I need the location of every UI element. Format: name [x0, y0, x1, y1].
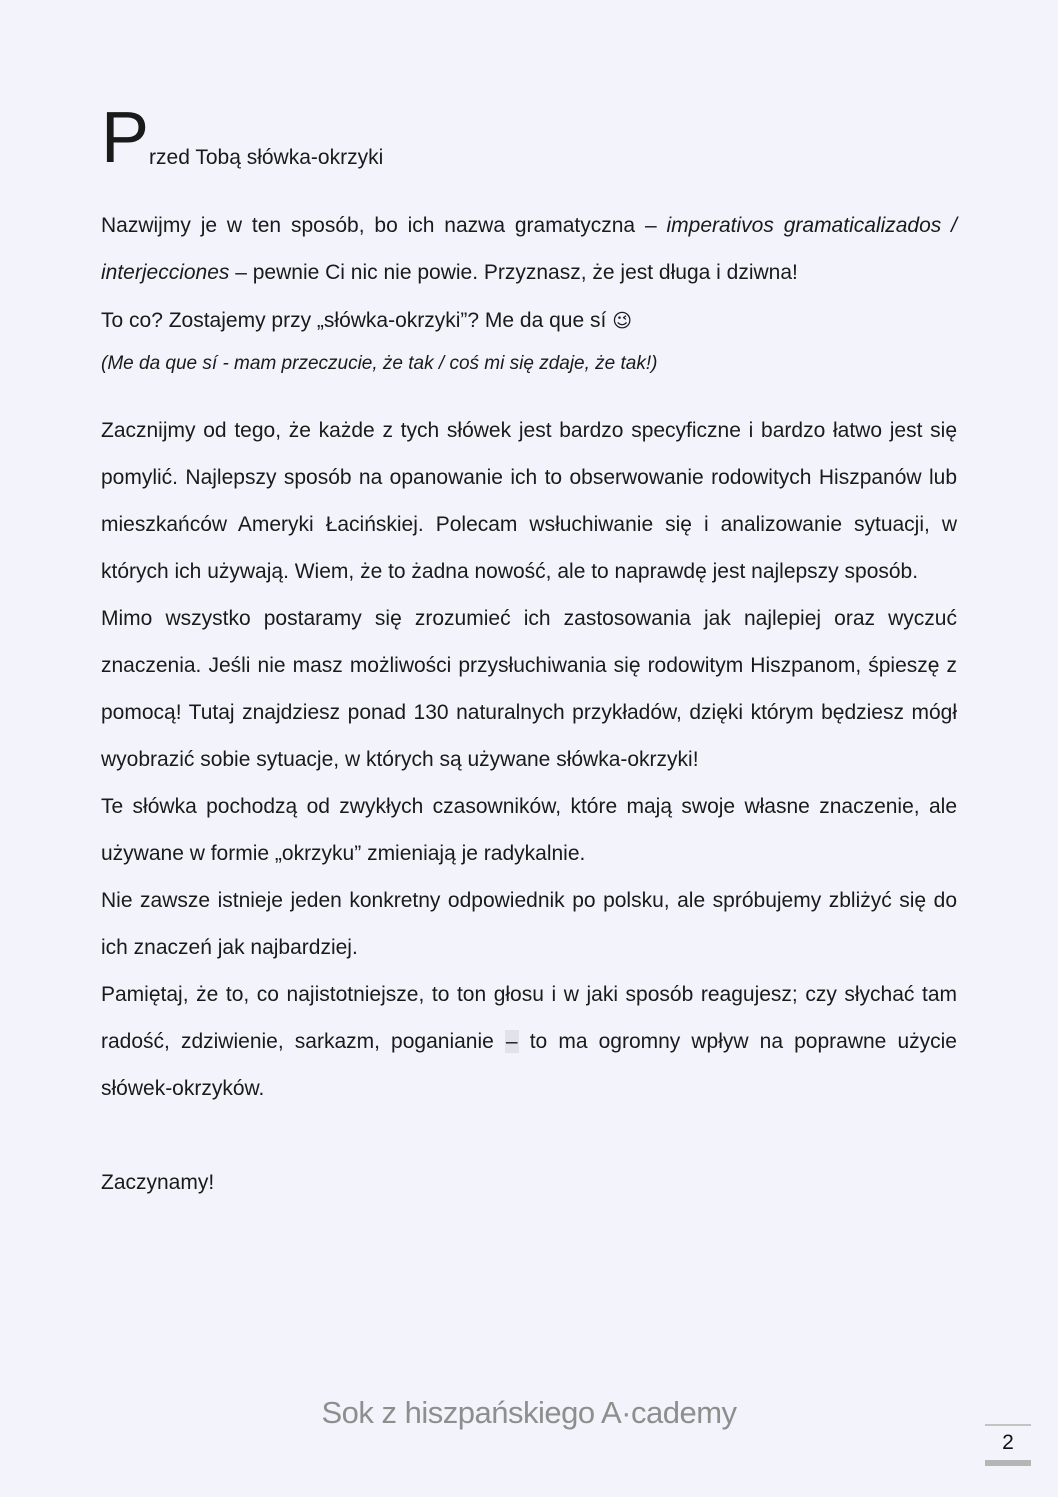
wink-emoji-icon: 😉 [612, 311, 632, 332]
page-content [101, 98, 957, 1206]
page-number-box [985, 1424, 1031, 1466]
drop-cap: P [101, 98, 150, 178]
section-heading [101, 98, 957, 178]
page-number: 2 [1002, 1431, 1014, 1454]
paragraph-1: Zacznijmy od tego, że każde z tych słówek jest bardzo specyficzne i bardzo łatwo jest się pomylić. Najlepszy sposób na opanowanie ich to obserwowanie rodowitych Hiszpanów lub mieszkańców Ameryki Łacińskiej. Polecam wsłuchiwanie się i analizowanie sytuacji, w których ich używają. Wiem, że to żadna nowość, ale to naprawdę jest najlepszy sposób. [101, 419, 957, 583]
paragraph-5: Pamiętaj, że to, co najistotniejsze, to ton głosu i w jaki sposób reagujesz; czy słychać tam radość, zdziwienie, sarkazm, poganianie – to ma ogromny wpływ na poprawne użycie słówek-okrzyków. [101, 983, 957, 1100]
page-number-bar [985, 1460, 1031, 1466]
grammar-term: imperativos gramaticalizados / interjecciones [101, 214, 957, 284]
heading-text: rzed Tobą słówka-okrzyki [149, 146, 384, 169]
closing-line: Zaczynamy! [101, 1171, 215, 1194]
paragraph-4: Nie zawsze istnieje jeden konkretny odpowiednik po polsku, ale spróbujemy zbliżyć się do ich znaczeń jak najbardziej. [101, 889, 957, 959]
footer-brand: Sok z hiszpańskiego A·cademy [321, 1395, 737, 1430]
intro-paragraph: Nazwijmy je w ten sposób, bo ich nazwa gramatyczna – imperativos gramaticalizados / interjecciones – pewnie Ci nic nie powie. Przyznasz, że jest długa i dziwna! [101, 214, 957, 284]
question-line: To co? Zostajemy przy „słówka-okrzyki”? Me da que sí 😉 [101, 309, 632, 332]
paragraph-2: Mimo wszystko postaramy się zrozumieć ich zastosowania jak najlepiej oraz wyczuć znaczenia. Jeśli nie masz możliwości przysłuchiwania się rodowitym Hiszpanom, śpieszę z pomocą! Tutaj znajdziesz ponad 130 naturalnych przykładów, dzięki którym będziesz mógł wyobrazić sobie sytuacje, w których są używane słówka-okrzyki! [101, 607, 957, 771]
translation-note: (Me da que sí - mam przeczucie, że tak / coś mi się zdaje, że tak!) [101, 353, 658, 374]
highlighted-dash: – [505, 1030, 518, 1053]
paragraph-3: Te słówka pochodzą od zwykłych czasowników, które mają swoje własne znaczenie, ale używane w formie „okrzyku” zmieniają je radykalnie. [101, 795, 957, 865]
